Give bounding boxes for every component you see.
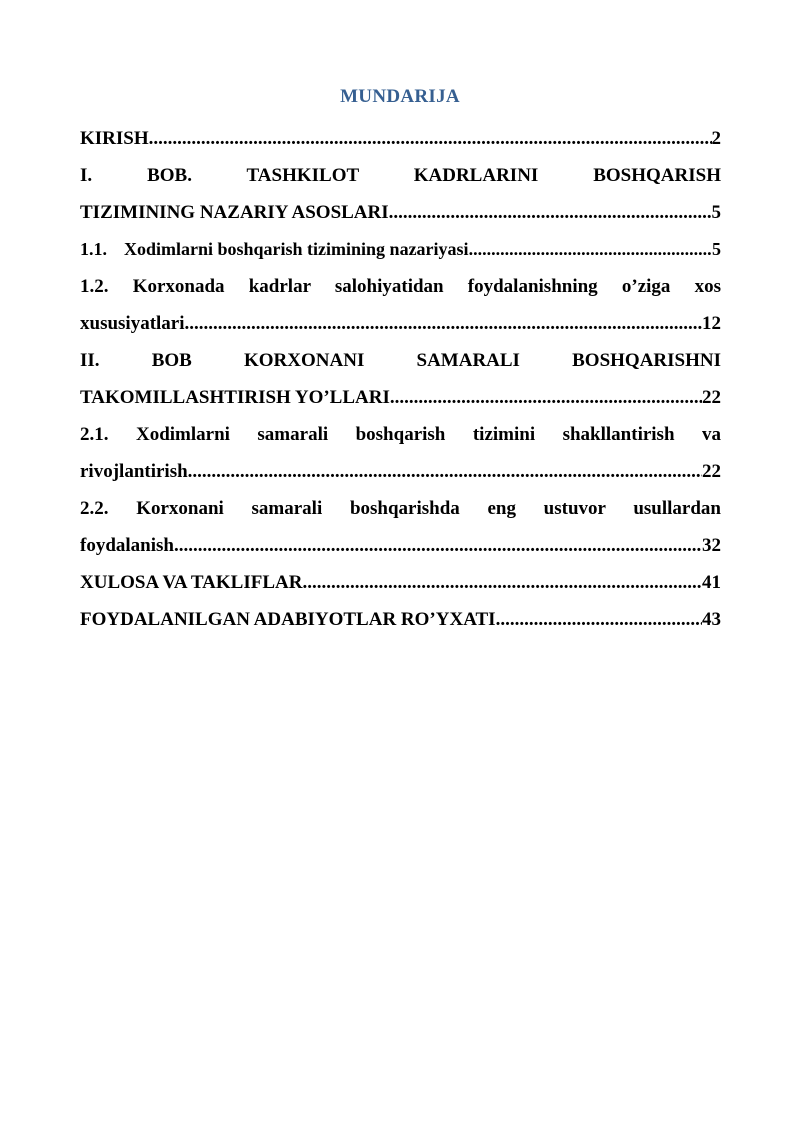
toc-section-number: 2.2. <box>80 498 109 519</box>
toc-entry-label: II. BOB KORXONANI SAMARALI BOSHQARISHNI <box>80 350 721 371</box>
toc-entry-label: foydalanish <box>80 535 174 556</box>
toc-section-number: 2.1. <box>80 424 109 445</box>
table-of-contents <box>80 120 721 638</box>
toc-page-number: 2 <box>711 128 721 149</box>
toc-entry-section-2-2-line1[interactable] <box>80 490 721 527</box>
toc-entry-adabiyotlar[interactable] <box>80 601 721 638</box>
toc-page-number: 43 <box>702 609 721 630</box>
toc-entry-label: XULOSA VA TAKLIFLAR <box>80 572 303 593</box>
toc-entry-xulosa[interactable] <box>80 564 721 601</box>
toc-leader-dots <box>174 527 702 564</box>
toc-leader-dots <box>185 305 702 342</box>
toc-entry-bob1-line2[interactable] <box>80 194 721 231</box>
toc-entry-bob2-line1[interactable] <box>80 342 721 379</box>
toc-section-number: 1.2. <box>80 276 109 297</box>
toc-entry-label: Korxonani samarali boshqarishda eng ustuvor usullardan <box>136 498 721 519</box>
toc-entry-label: Xodimlarni samarali boshqarish tizimini shakllantirish va <box>135 424 721 445</box>
toc-entry-section-1-2-line1[interactable] <box>80 268 721 305</box>
toc-page-number: 5 <box>712 239 721 259</box>
toc-entry-label: Korxonada kadrlar salohiyatidan foydalanishning o’ziga xos <box>132 276 721 297</box>
toc-leader-dots <box>188 453 702 490</box>
toc-leader-dots <box>496 601 702 638</box>
toc-page-number: 22 <box>702 461 721 482</box>
toc-entry-label: TIZIMINING NAZARIY ASOSLARI <box>80 202 389 223</box>
toc-entry-label: Xodimlarni boshqarish tizimining nazariyasi <box>124 239 469 259</box>
toc-entry-bob1-line1[interactable] <box>80 157 721 194</box>
toc-page-number: 41 <box>702 572 721 593</box>
toc-entry-label: rivojlantirish <box>80 461 188 482</box>
toc-leader-dots <box>469 231 712 268</box>
page-title: MUNDARIJA <box>340 86 460 107</box>
toc-page-number: 12 <box>702 313 721 334</box>
toc-leader-dots <box>390 379 702 416</box>
toc-entry-section-2-1-line2[interactable] <box>80 453 721 490</box>
toc-entry-label: xususiyatlari <box>80 313 185 334</box>
toc-leader-dots <box>149 120 712 157</box>
toc-entry-section-1-1[interactable] <box>80 231 721 268</box>
toc-entry-bob2-line2[interactable] <box>80 379 721 416</box>
toc-entry-kirish[interactable] <box>80 120 721 157</box>
toc-leader-dots <box>302 564 702 601</box>
toc-leader-dots <box>389 194 712 231</box>
toc-entry-label: I. BOB. TASHKILOT KADRLARINI BOSHQARISH <box>80 165 721 186</box>
toc-section-number: 1.1. <box>80 239 107 259</box>
toc-entry-label: FOYDALANILGAN ADABIYOTLAR RO’YXATI <box>80 609 496 630</box>
toc-entry-section-1-2-line2[interactable] <box>80 305 721 342</box>
toc-entry-label: KIRISH <box>80 128 149 149</box>
toc-entry-section-2-1-line1[interactable] <box>80 416 721 453</box>
toc-page-number: 22 <box>702 387 721 408</box>
toc-page-number: 5 <box>711 202 721 223</box>
toc-page-number: 32 <box>702 535 721 556</box>
toc-entry-label: TAKOMILLASHTIRISH YO’LLARI <box>80 387 390 408</box>
toc-entry-section-2-2-line2[interactable] <box>80 527 721 564</box>
